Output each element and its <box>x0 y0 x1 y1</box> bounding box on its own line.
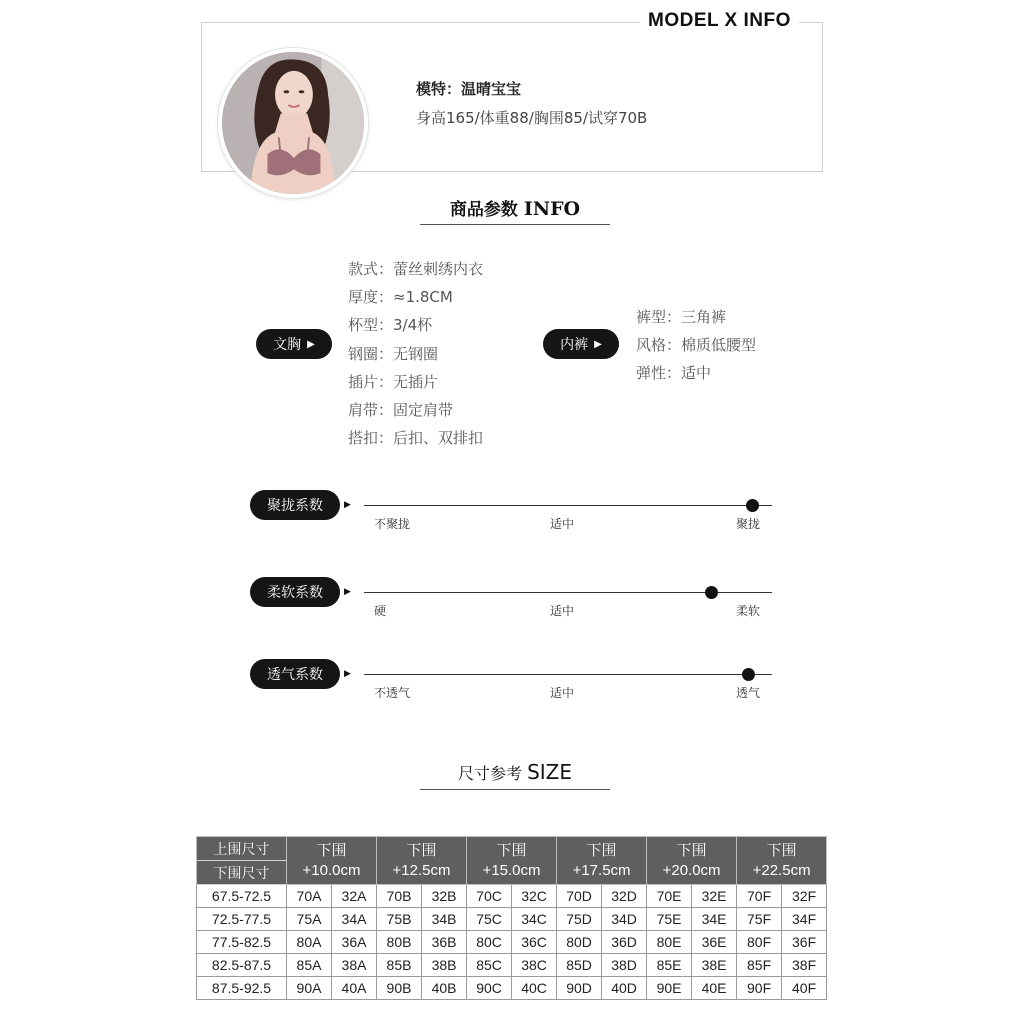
size-cell: 70D <box>557 885 602 908</box>
size-cell: 90E <box>647 977 692 1000</box>
bust-range-cell: 77.5-82.5 <box>197 931 287 954</box>
slider-arrow-icon: ▶ <box>344 587 351 597</box>
size-cell: 85A <box>287 954 332 977</box>
size-cell: 75F <box>737 908 782 931</box>
size-cell: 36C <box>512 931 557 954</box>
panty-tag-arrow-icon: ▶ <box>594 338 602 350</box>
panty-tag-label: 内裤 <box>560 337 589 353</box>
size-cell: 40D <box>602 977 647 1000</box>
header-underbust-size: 下围尺寸 <box>197 861 287 885</box>
size-cell: 85E <box>647 954 692 977</box>
size-cell: 70B <box>377 885 422 908</box>
table-row <box>197 977 827 1000</box>
size-cell: 75E <box>647 908 692 931</box>
bra-tag <box>256 329 332 359</box>
slider-mid-label: 适中 <box>550 686 575 700</box>
model-avatar <box>218 48 368 198</box>
bra-spec-wire: 钢圈：无钢圈 <box>348 344 439 363</box>
info-title-underline <box>420 224 610 225</box>
size-cell: 34B <box>422 908 467 931</box>
size-cell: 40A <box>332 977 377 1000</box>
slider-mid-label: 适中 <box>550 604 575 618</box>
header-group-4: 下围 +17.5cm <box>557 837 647 885</box>
header-bust-size: 上围尺寸 <box>197 837 287 861</box>
model-photo-illustration <box>222 52 364 194</box>
size-cell: 90B <box>377 977 422 1000</box>
size-cell: 75A <box>287 908 332 931</box>
size-title-en: SIZE <box>527 760 573 784</box>
slider-label-0: 聚拢系数 <box>250 490 340 520</box>
bra-spec-cup: 杯型：3/4杯 <box>348 316 433 335</box>
size-cell: 34F <box>782 908 827 931</box>
model-info-header: MODEL X INFO <box>640 10 799 32</box>
model-name: 模特：温晴宝宝 <box>416 80 522 98</box>
size-cell: 75B <box>377 908 422 931</box>
slider-level-dot <box>705 586 718 599</box>
size-cell: 34D <box>602 908 647 931</box>
model-measurements: 身高165/体重88/胸围85/试穿70B <box>416 109 648 127</box>
size-cell: 38E <box>692 954 737 977</box>
bust-range-cell: 67.5-72.5 <box>197 885 287 908</box>
size-cell: 90D <box>557 977 602 1000</box>
bust-range-cell: 87.5-92.5 <box>197 977 287 1000</box>
slider-min-label: 硬 <box>374 604 387 618</box>
size-cell: 90C <box>467 977 512 1000</box>
size-cell: 40E <box>692 977 737 1000</box>
size-cell: 80B <box>377 931 422 954</box>
slider-track <box>364 674 772 675</box>
bra-spec-style: 款式：蕾丝刺绣内衣 <box>348 260 484 278</box>
slider-track <box>364 505 772 506</box>
size-cell: 85D <box>557 954 602 977</box>
size-cell: 38D <box>602 954 647 977</box>
panty-spec-list <box>636 303 756 388</box>
size-cell: 70F <box>737 885 782 908</box>
panty-spec-type: 裤型：三角裤 <box>636 308 727 326</box>
size-cell: 32A <box>332 885 377 908</box>
table-row <box>197 954 827 977</box>
info-title-en: INFO <box>523 198 581 220</box>
size-cell: 40C <box>512 977 557 1000</box>
slider-mid-label: 适中 <box>550 517 575 531</box>
size-cell: 75C <box>467 908 512 931</box>
size-cell: 38F <box>782 954 827 977</box>
size-cell: 90A <box>287 977 332 1000</box>
table-row <box>197 931 827 954</box>
bra-spec-thickness: 厚度：≈1.8CM <box>348 288 453 307</box>
bra-tag-arrow-icon: ▶ <box>307 338 315 350</box>
size-cell: 90F <box>737 977 782 1000</box>
size-cell: 70A <box>287 885 332 908</box>
slider-min-label: 不透气 <box>374 686 411 700</box>
size-cell: 40F <box>782 977 827 1000</box>
size-cell: 38C <box>512 954 557 977</box>
size-cell: 32E <box>692 885 737 908</box>
info-title-cn: 商品参数 <box>449 200 518 220</box>
size-cell: 85F <box>737 954 782 977</box>
bra-spec-insert: 插片：无插片 <box>348 372 439 391</box>
slider-max-label: 聚拢 <box>736 517 761 531</box>
size-table-head <box>197 837 827 885</box>
size-cell: 80D <box>557 931 602 954</box>
bra-tag-label: 文胸 <box>273 337 302 353</box>
size-cell: 38B <box>422 954 467 977</box>
header-group-3: 下围 +15.0cm <box>467 837 557 885</box>
header-group-6: 下围 +22.5cm <box>737 837 827 885</box>
slider-label-2: 透气系数 <box>250 659 340 689</box>
header-group-5: 下围 +20.0cm <box>647 837 737 885</box>
panty-spec-style: 风格：棉质低腰型 <box>636 336 757 355</box>
slider-arrow-icon: ▶ <box>344 669 351 679</box>
size-cell: 34C <box>512 908 557 931</box>
bra-spec-strap: 肩带：固定肩带 <box>348 401 454 420</box>
table-row <box>197 885 827 908</box>
size-cell: 36B <box>422 931 467 954</box>
bust-range-cell: 82.5-87.5 <box>197 954 287 977</box>
size-cell: 85C <box>467 954 512 977</box>
size-title-underline <box>420 789 610 790</box>
slider-max-label: 透气 <box>736 686 761 700</box>
size-cell: 38A <box>332 954 377 977</box>
size-cell: 34E <box>692 908 737 931</box>
size-cell: 40B <box>422 977 467 1000</box>
slider-level-dot <box>742 668 755 681</box>
header-group-1: 下围 +10.0cm <box>287 837 377 885</box>
size-chart-table <box>196 836 827 1000</box>
size-cell: 80C <box>467 931 512 954</box>
slider-level-dot <box>746 499 759 512</box>
size-cell: 85B <box>377 954 422 977</box>
header-group-2: 下围 +12.5cm <box>377 837 467 885</box>
size-cell: 80A <box>287 931 332 954</box>
slider-arrow-icon: ▶ <box>344 500 351 510</box>
size-title-cn: 尺寸参考 <box>457 764 522 783</box>
size-cell: 70E <box>647 885 692 908</box>
size-cell: 36E <box>692 931 737 954</box>
table-row <box>197 908 827 931</box>
size-cell: 70C <box>467 885 512 908</box>
info-section-title <box>420 195 610 220</box>
size-cell: 80E <box>647 931 692 954</box>
size-cell: 32C <box>512 885 557 908</box>
bra-spec-clasp: 搭扣：后扣、双排扣 <box>348 429 484 448</box>
size-cell: 36A <box>332 931 377 954</box>
size-cell: 36D <box>602 931 647 954</box>
slider-max-label: 柔软 <box>736 604 761 618</box>
size-table-body <box>197 885 827 1000</box>
panty-spec-elasticity: 弹性：适中 <box>636 364 712 383</box>
bust-range-cell: 72.5-77.5 <box>197 908 287 931</box>
size-cell: 80F <box>737 931 782 954</box>
size-cell: 32F <box>782 885 827 908</box>
size-cell: 36F <box>782 931 827 954</box>
size-cell: 32B <box>422 885 467 908</box>
size-cell: 75D <box>557 908 602 931</box>
slider-label-1: 柔软系数 <box>250 577 340 607</box>
slider-min-label: 不聚拢 <box>374 517 411 531</box>
size-section-title <box>420 760 610 784</box>
bra-spec-list <box>348 255 483 452</box>
size-cell: 32D <box>602 885 647 908</box>
size-cell: 34A <box>332 908 377 931</box>
panty-tag <box>543 329 619 359</box>
